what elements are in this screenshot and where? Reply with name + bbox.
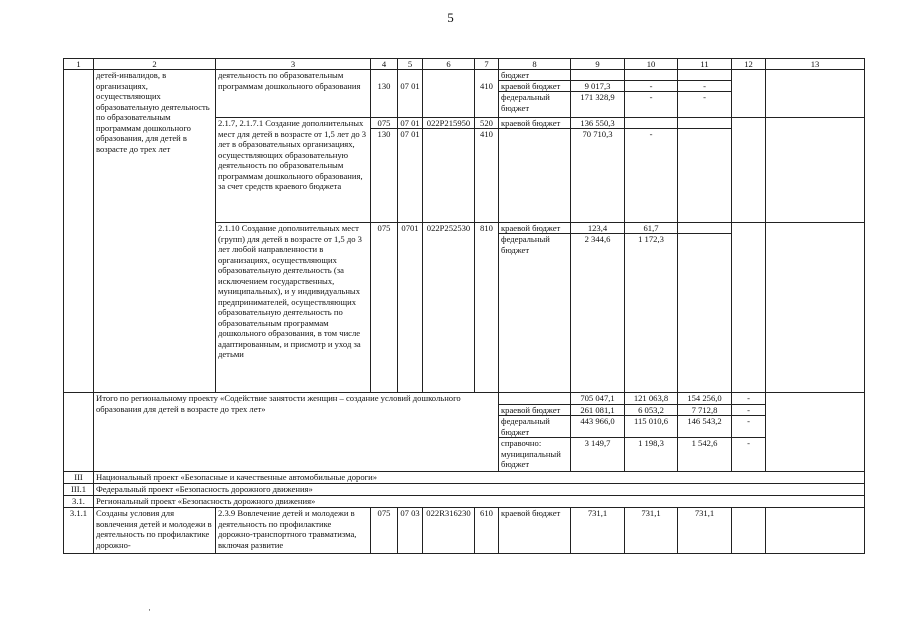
value-col12 <box>732 223 766 393</box>
column-header: 8 <box>499 59 571 70</box>
value-col13 <box>766 508 865 554</box>
value-col9: 136 550,3 70 710,3 <box>571 118 625 223</box>
column-header: 5 <box>398 59 423 70</box>
column-header: 1 <box>64 59 94 70</box>
value-col13 <box>766 118 865 223</box>
section-title: Федеральный проект «Безопасность дорожного движения» <box>94 484 865 496</box>
total-col11: 154 256,0 <box>678 393 732 405</box>
target-code-cell <box>423 70 475 118</box>
column-header: 13 <box>766 59 865 70</box>
code-cell: 075 130 <box>371 118 398 223</box>
total-col11: 7 712,8 <box>678 404 732 416</box>
value-col9: 123,4 2 344,6 <box>571 223 625 393</box>
value-col12 <box>732 118 766 223</box>
row-number-cell: 3.1.1 <box>64 508 94 554</box>
event-description: деятельность по образовательным программам дошкольного образования <box>216 70 371 118</box>
expense-type-cell: 520 410 <box>475 118 499 223</box>
target-code-cell: 022P215950 <box>423 118 475 223</box>
funding-source-cell: краевой бюджет федеральный бюджет <box>499 223 571 393</box>
table-row <box>64 508 865 554</box>
column-number-row <box>64 59 865 70</box>
funding-source-cell: краевой бюджет <box>499 118 571 223</box>
section-title: Национальный проект «Безопасные и качественные автомобильные дороги» <box>94 472 865 484</box>
section-number: III.1 <box>64 484 94 496</box>
event-description: 2.1.10 Создание дополнительных мест (групп) для детей в возрасте от 1,5 до 3 лет любой направленности в организациях, осуществляющих образовательную деятельность (за исключением государственных, муниципальных), и у индивидуальных предпринимателей, осуществляющих образовательную деятельность по образовательным программам дошкольного образования, в том числе адаптированным, и присмотр и уход за детьми <box>216 223 371 393</box>
section-row <box>64 472 865 484</box>
value-col11 <box>678 118 732 223</box>
total-col11: 1 542,6 <box>678 438 732 472</box>
total-col10: 6 053,2 <box>625 404 678 416</box>
column-header: 6 <box>423 59 475 70</box>
value-col10: 731,1 <box>625 508 678 554</box>
total-col10: 115 010,6 <box>625 416 678 438</box>
total-row <box>64 393 865 405</box>
code-cell: 075 <box>371 508 398 554</box>
value-col11 <box>678 223 732 393</box>
column-header: 11 <box>678 59 732 70</box>
expense-type-cell: 410 <box>475 70 499 118</box>
value-col12 <box>732 508 766 554</box>
section-title: Региональный проект «Безопасность дорожного движения» <box>94 496 865 508</box>
column-header: 10 <box>625 59 678 70</box>
section-code-cell: 07 01 <box>398 70 423 118</box>
funding-source-cell: краевой бюджет <box>499 404 571 416</box>
budget-table <box>63 58 865 554</box>
value-col12 <box>732 70 766 118</box>
expense-type-cell: 610 <box>475 508 499 554</box>
value-col11: 731,1 <box>678 508 732 554</box>
total-col11: 146 543,2 <box>678 416 732 438</box>
section-number: 3.1. <box>64 496 94 508</box>
funding-source-cell: справочно: муниципальный бюджет <box>499 438 571 472</box>
table-row <box>64 70 865 118</box>
row-number-cell <box>64 70 94 393</box>
value-col11: - - <box>678 70 732 118</box>
section-code-cell: 0701 <box>398 223 423 393</box>
value-col9: 9 017,3 171 328,9 <box>571 70 625 118</box>
column-header: 9 <box>571 59 625 70</box>
total-col12: - <box>732 438 766 472</box>
expense-type-cell: 810 <box>475 223 499 393</box>
value-col9: 731,1 <box>571 508 625 554</box>
result-description: детей-инвалидов, в организациях, осуществляющих образовательную деятельность по образовательным программам дошкольного образования, для детей в возрасте до трех лет <box>94 70 216 393</box>
total-col10: 1 198,3 <box>625 438 678 472</box>
total-col10: 121 063,8 <box>625 393 678 405</box>
funding-source-cell: федеральный бюджет <box>499 416 571 438</box>
value-col13 <box>766 70 865 118</box>
section-row <box>64 484 865 496</box>
scan-speck: · <box>148 605 151 615</box>
value-col10: 61,7 1 172,3 <box>625 223 678 393</box>
column-header: 4 <box>371 59 398 70</box>
section-row <box>64 496 865 508</box>
total-col9: 705 047,1 <box>571 393 625 405</box>
code-cell: 130 <box>371 70 398 118</box>
column-header: 2 <box>94 59 216 70</box>
total-col9: 3 149,7 <box>571 438 625 472</box>
row-number-cell <box>64 393 94 472</box>
column-header: 12 <box>732 59 766 70</box>
value-col13 <box>766 223 865 393</box>
code-cell: 075 <box>371 223 398 393</box>
column-header: 3 <box>216 59 371 70</box>
total-col9: 443 966,0 <box>571 416 625 438</box>
value-col13 <box>766 393 865 472</box>
target-code-cell: 022P252530 <box>423 223 475 393</box>
page-number: 5 <box>447 10 454 25</box>
total-col12: - <box>732 416 766 438</box>
total-col12: - <box>732 393 766 405</box>
funding-source-cell: краевой бюджет <box>499 508 571 554</box>
total-label: Итого по региональному проекту «Содействие занятости женщин – создание условий дошкольного образования для детей в возрасте до трех лет» <box>94 393 499 472</box>
funding-source-cell: бюджет краевой бюджет федеральный бюджет <box>499 70 571 118</box>
event-description: 2.3.9 Вовлечение детей и молодежи в деятельность по профилактике дорожно-транспортного травматизма, включая развитие <box>216 508 371 554</box>
section-number: III <box>64 472 94 484</box>
result-description: Созданы условия для вовлечения детей и молодежи в деятельность по профилактике дорожно- <box>94 508 216 554</box>
target-code-cell: 022R316230 <box>423 508 475 554</box>
total-col9: 261 081,1 <box>571 404 625 416</box>
section-code-cell: 07 01 07 01 <box>398 118 423 223</box>
total-col12: - <box>732 404 766 416</box>
value-col10: - <box>625 118 678 223</box>
value-col10: - - <box>625 70 678 118</box>
event-description: 2.1.7, 2.1.7.1 Создание дополнительных мест для детей в возрасте от 1,5 лет до 3 лет в образовательных организациях, осуществляющих образовательную деятельность по образовательным программам дошкольного образования, за счет средств краевого бюджета <box>216 118 371 223</box>
column-header: 7 <box>475 59 499 70</box>
funding-source-cell <box>499 393 571 405</box>
section-code-cell: 07 03 <box>398 508 423 554</box>
